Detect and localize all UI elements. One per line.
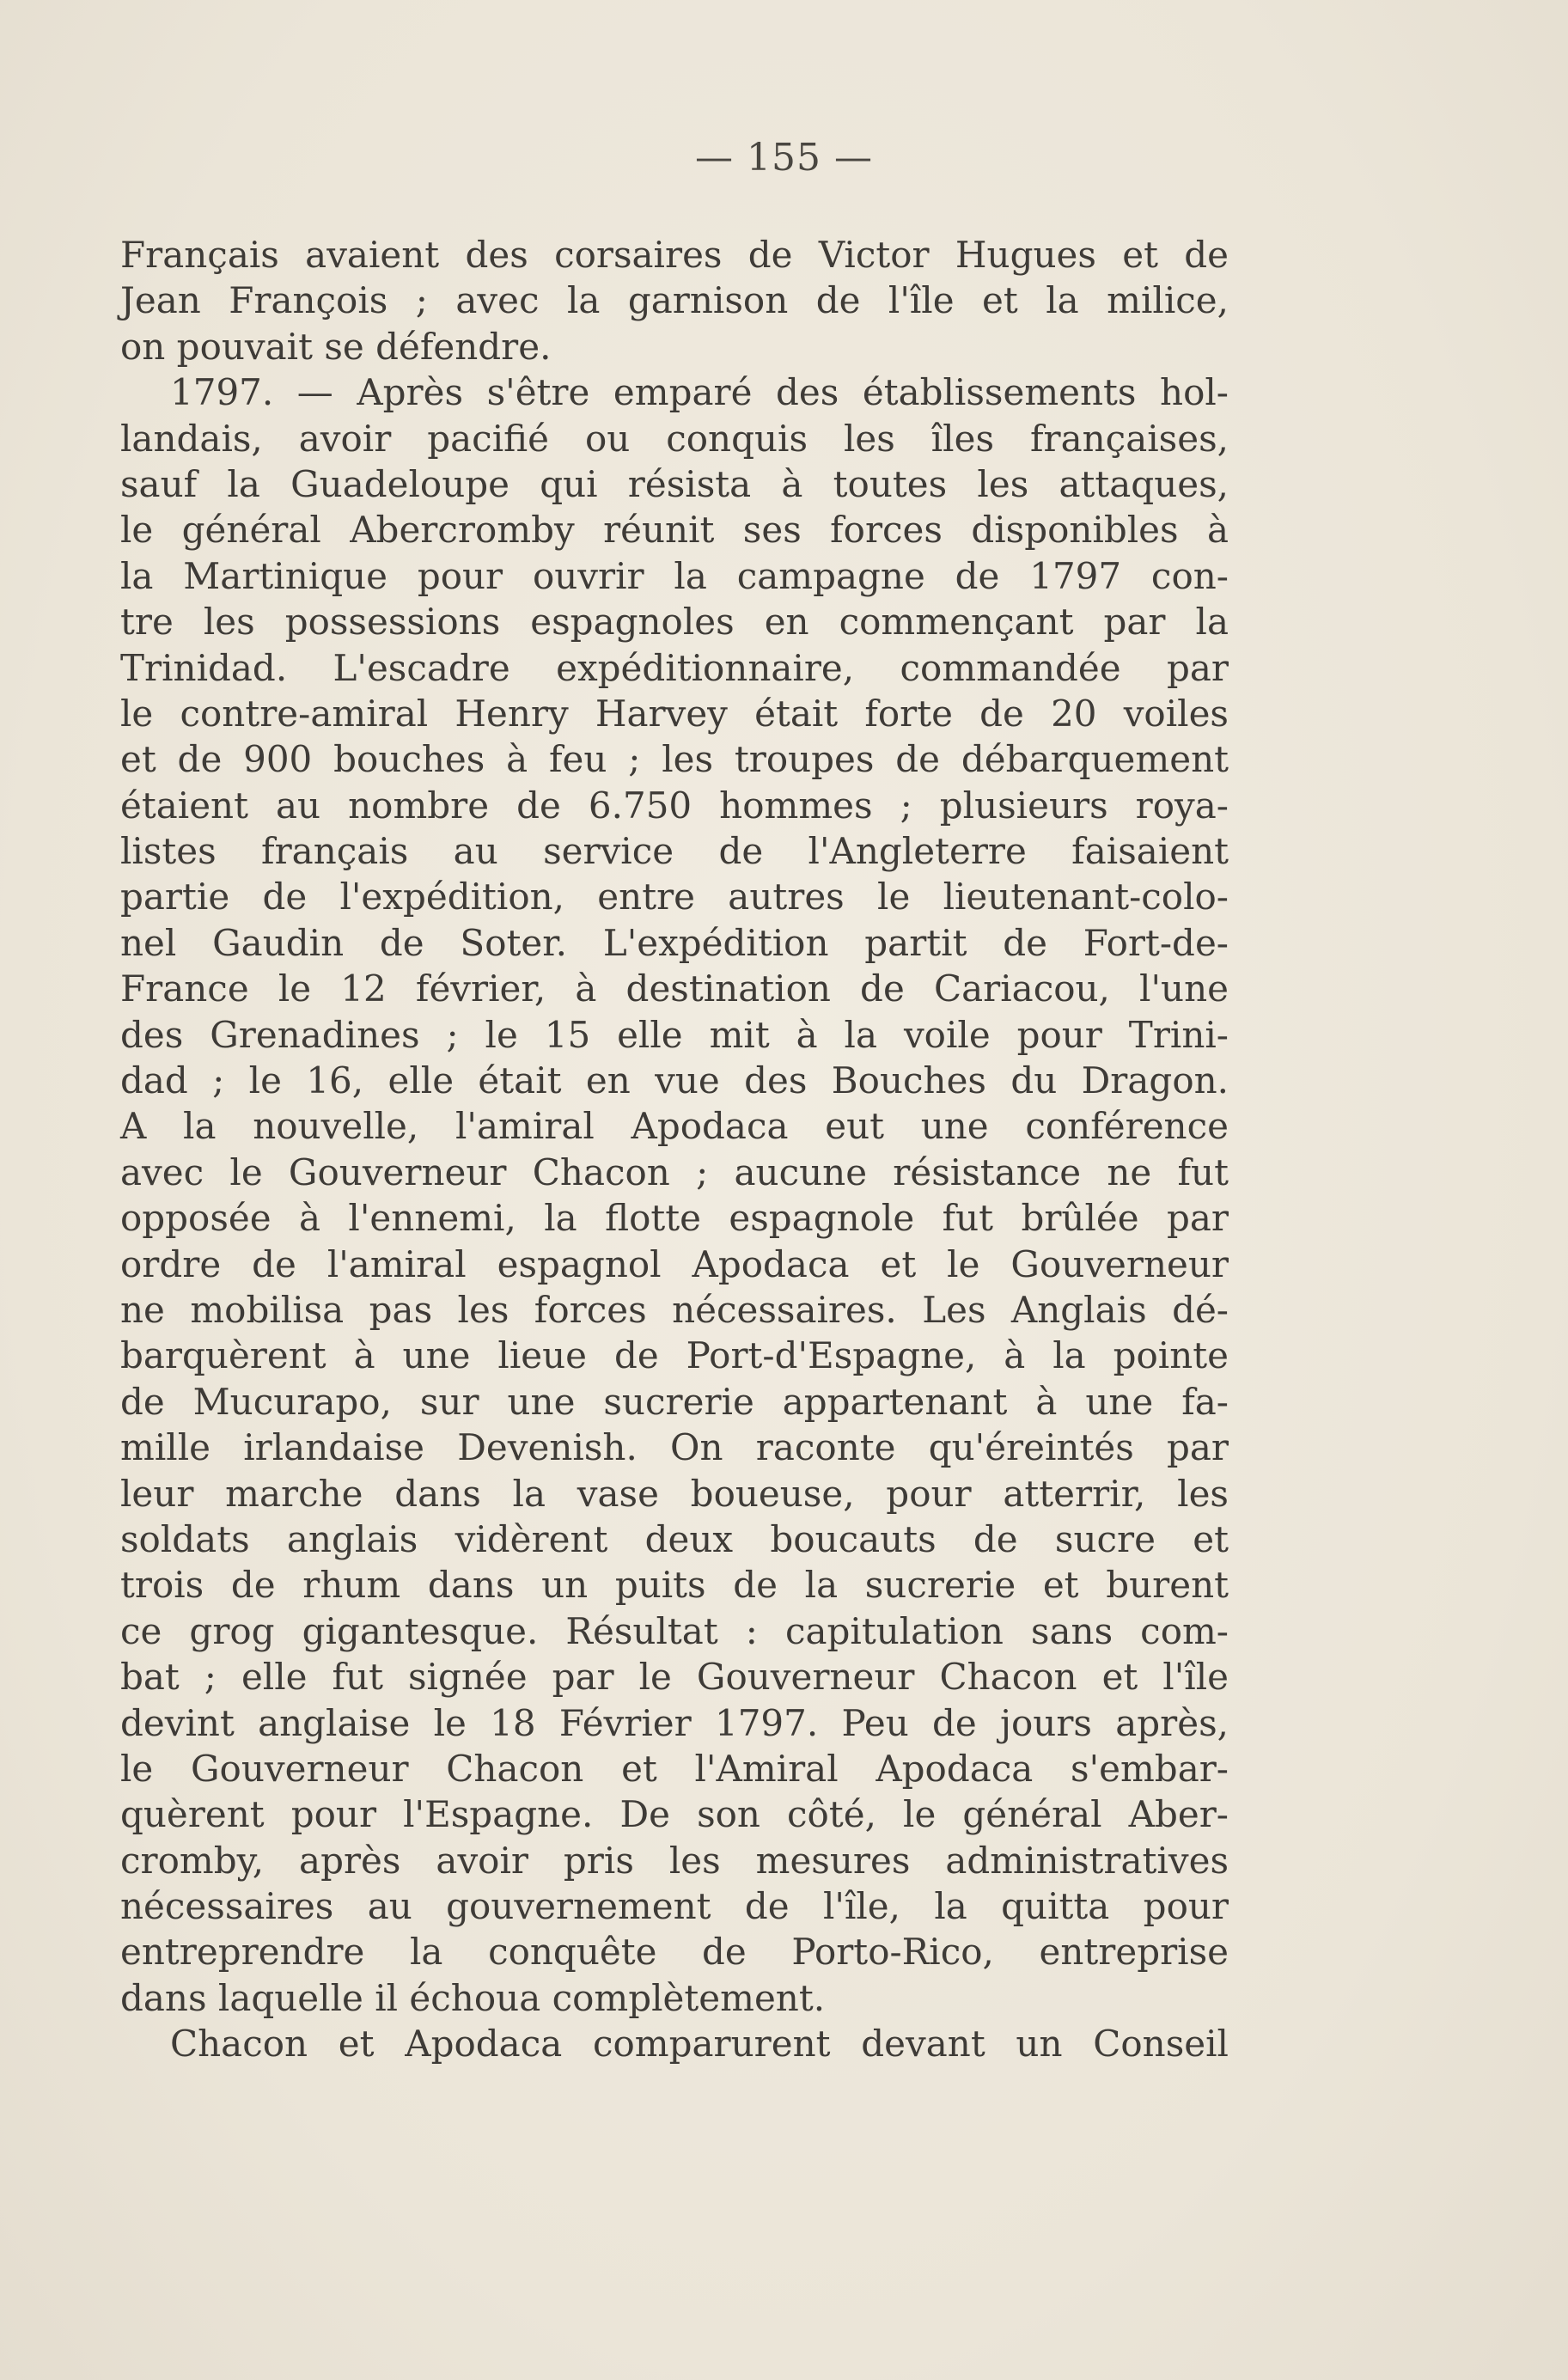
text-line: dad ; le 16, elle était en vue des Bouches du Dragon. — [120, 1059, 1229, 1102]
text-line: ne mobilisa pas les forces nécessaires. Les Anglais dé- — [120, 1288, 1229, 1331]
text-line: le contre-amiral Henry Harvey était forte de 20 voiles — [120, 692, 1229, 735]
text-line: 1797. — Après s'être emparé des établissements hol- — [170, 371, 1229, 414]
text-line: A la nouvelle, l'amiral Apodaca eut une conférence — [120, 1105, 1229, 1148]
text-line: on pouvait se défendre. — [120, 325, 552, 368]
text-line: cromby, après avoir pris les mesures administratives — [120, 1839, 1229, 1882]
text-line: sauf la Guadeloupe qui résista à toutes les attaques, — [120, 462, 1229, 505]
text-line: Français avaient des corsaires de Victor Hugues et de — [120, 234, 1229, 276]
text-line: landais, avoir pacifié ou conquis les îles françaises, — [120, 417, 1229, 460]
text-line: Jean François ; avec la garnison de l'île et la milice, — [120, 279, 1229, 322]
page-number: — 155 — — [695, 136, 873, 180]
text-line: nel Gaudin de Soter. L'expédition partit de Fort-de- — [120, 921, 1229, 964]
text-line: et de 900 bouches à feu ; les troupes de débarquement — [120, 738, 1229, 781]
text-line: mille irlandaise Devenish. On raconte qu'éreintés par — [120, 1426, 1229, 1469]
text-line: ordre de l'amiral espagnol Apodaca et le Gouverneur — [120, 1242, 1229, 1285]
text-line: partie de l'expédition, entre autres le lieutenant-colo- — [120, 876, 1229, 918]
text-line: barquèrent à une lieue de Port-d'Espagne, à la pointe — [120, 1334, 1229, 1377]
text-line: entreprendre la conquête de Porto-Rico, entreprise — [120, 1931, 1229, 1974]
text-line: listes français au service de l'Angleterre faisaient — [120, 830, 1229, 873]
text-line: Trinidad. L'escadre expéditionnaire, commandée par — [120, 646, 1229, 689]
body-text — [120, 232, 1229, 2067]
text-line: devint anglaise le 18 Février 1797. Peu de jours après, — [120, 1701, 1229, 1744]
text-line: leur marche dans la vase boueuse, pour atterrir, les — [120, 1472, 1229, 1515]
text-line: étaient au nombre de 6.750 hommes ; plusieurs roya- — [120, 784, 1229, 827]
text-line: nécessaires au gouvernement de l'île, la quitta pour — [120, 1885, 1229, 1928]
text-line: trois de rhum dans un puits de la sucrerie et burent — [120, 1564, 1229, 1607]
text-line: tre les possessions espagnoles en commençant par la — [120, 601, 1229, 644]
text-line: quèrent pour l'Espagne. De son côté, le général Aber- — [120, 1793, 1229, 1836]
text-line: avec le Gouverneur Chacon ; aucune résistance ne fut — [120, 1150, 1229, 1193]
text-line: dans laquelle il échoua complètement. — [120, 1976, 826, 2019]
text-line: soldats anglais vidèrent deux boucauts de sucre et — [120, 1517, 1229, 1560]
text-line: Chacon et Apodaca comparurent devant un Conseil — [170, 2023, 1229, 2066]
text-line: France le 12 février, à destination de Cariacou, l'une — [120, 967, 1229, 1010]
text-line: la Martinique pour ouvrir la campagne de 1797 con- — [120, 554, 1229, 597]
text-line: des Grenadines ; le 15 elle mit à la voile pour Trini- — [120, 1013, 1229, 1056]
text-line: de Mucurapo, sur une sucrerie appartenant à une fa- — [120, 1380, 1229, 1423]
text-line: le Gouverneur Chacon et l'Amiral Apodaca s'embar- — [120, 1747, 1229, 1790]
text-line: opposée à l'ennemi, la flotte espagnole fut brûlée par — [120, 1197, 1229, 1240]
text-line: ce grog gigantesque. Résultat : capitulation sans com- — [120, 1609, 1229, 1652]
text-line: le général Abercromby réunit ses forces disponibles à — [120, 509, 1229, 552]
text-line: bat ; elle fut signée par le Gouverneur Chacon et l'île — [120, 1656, 1229, 1699]
